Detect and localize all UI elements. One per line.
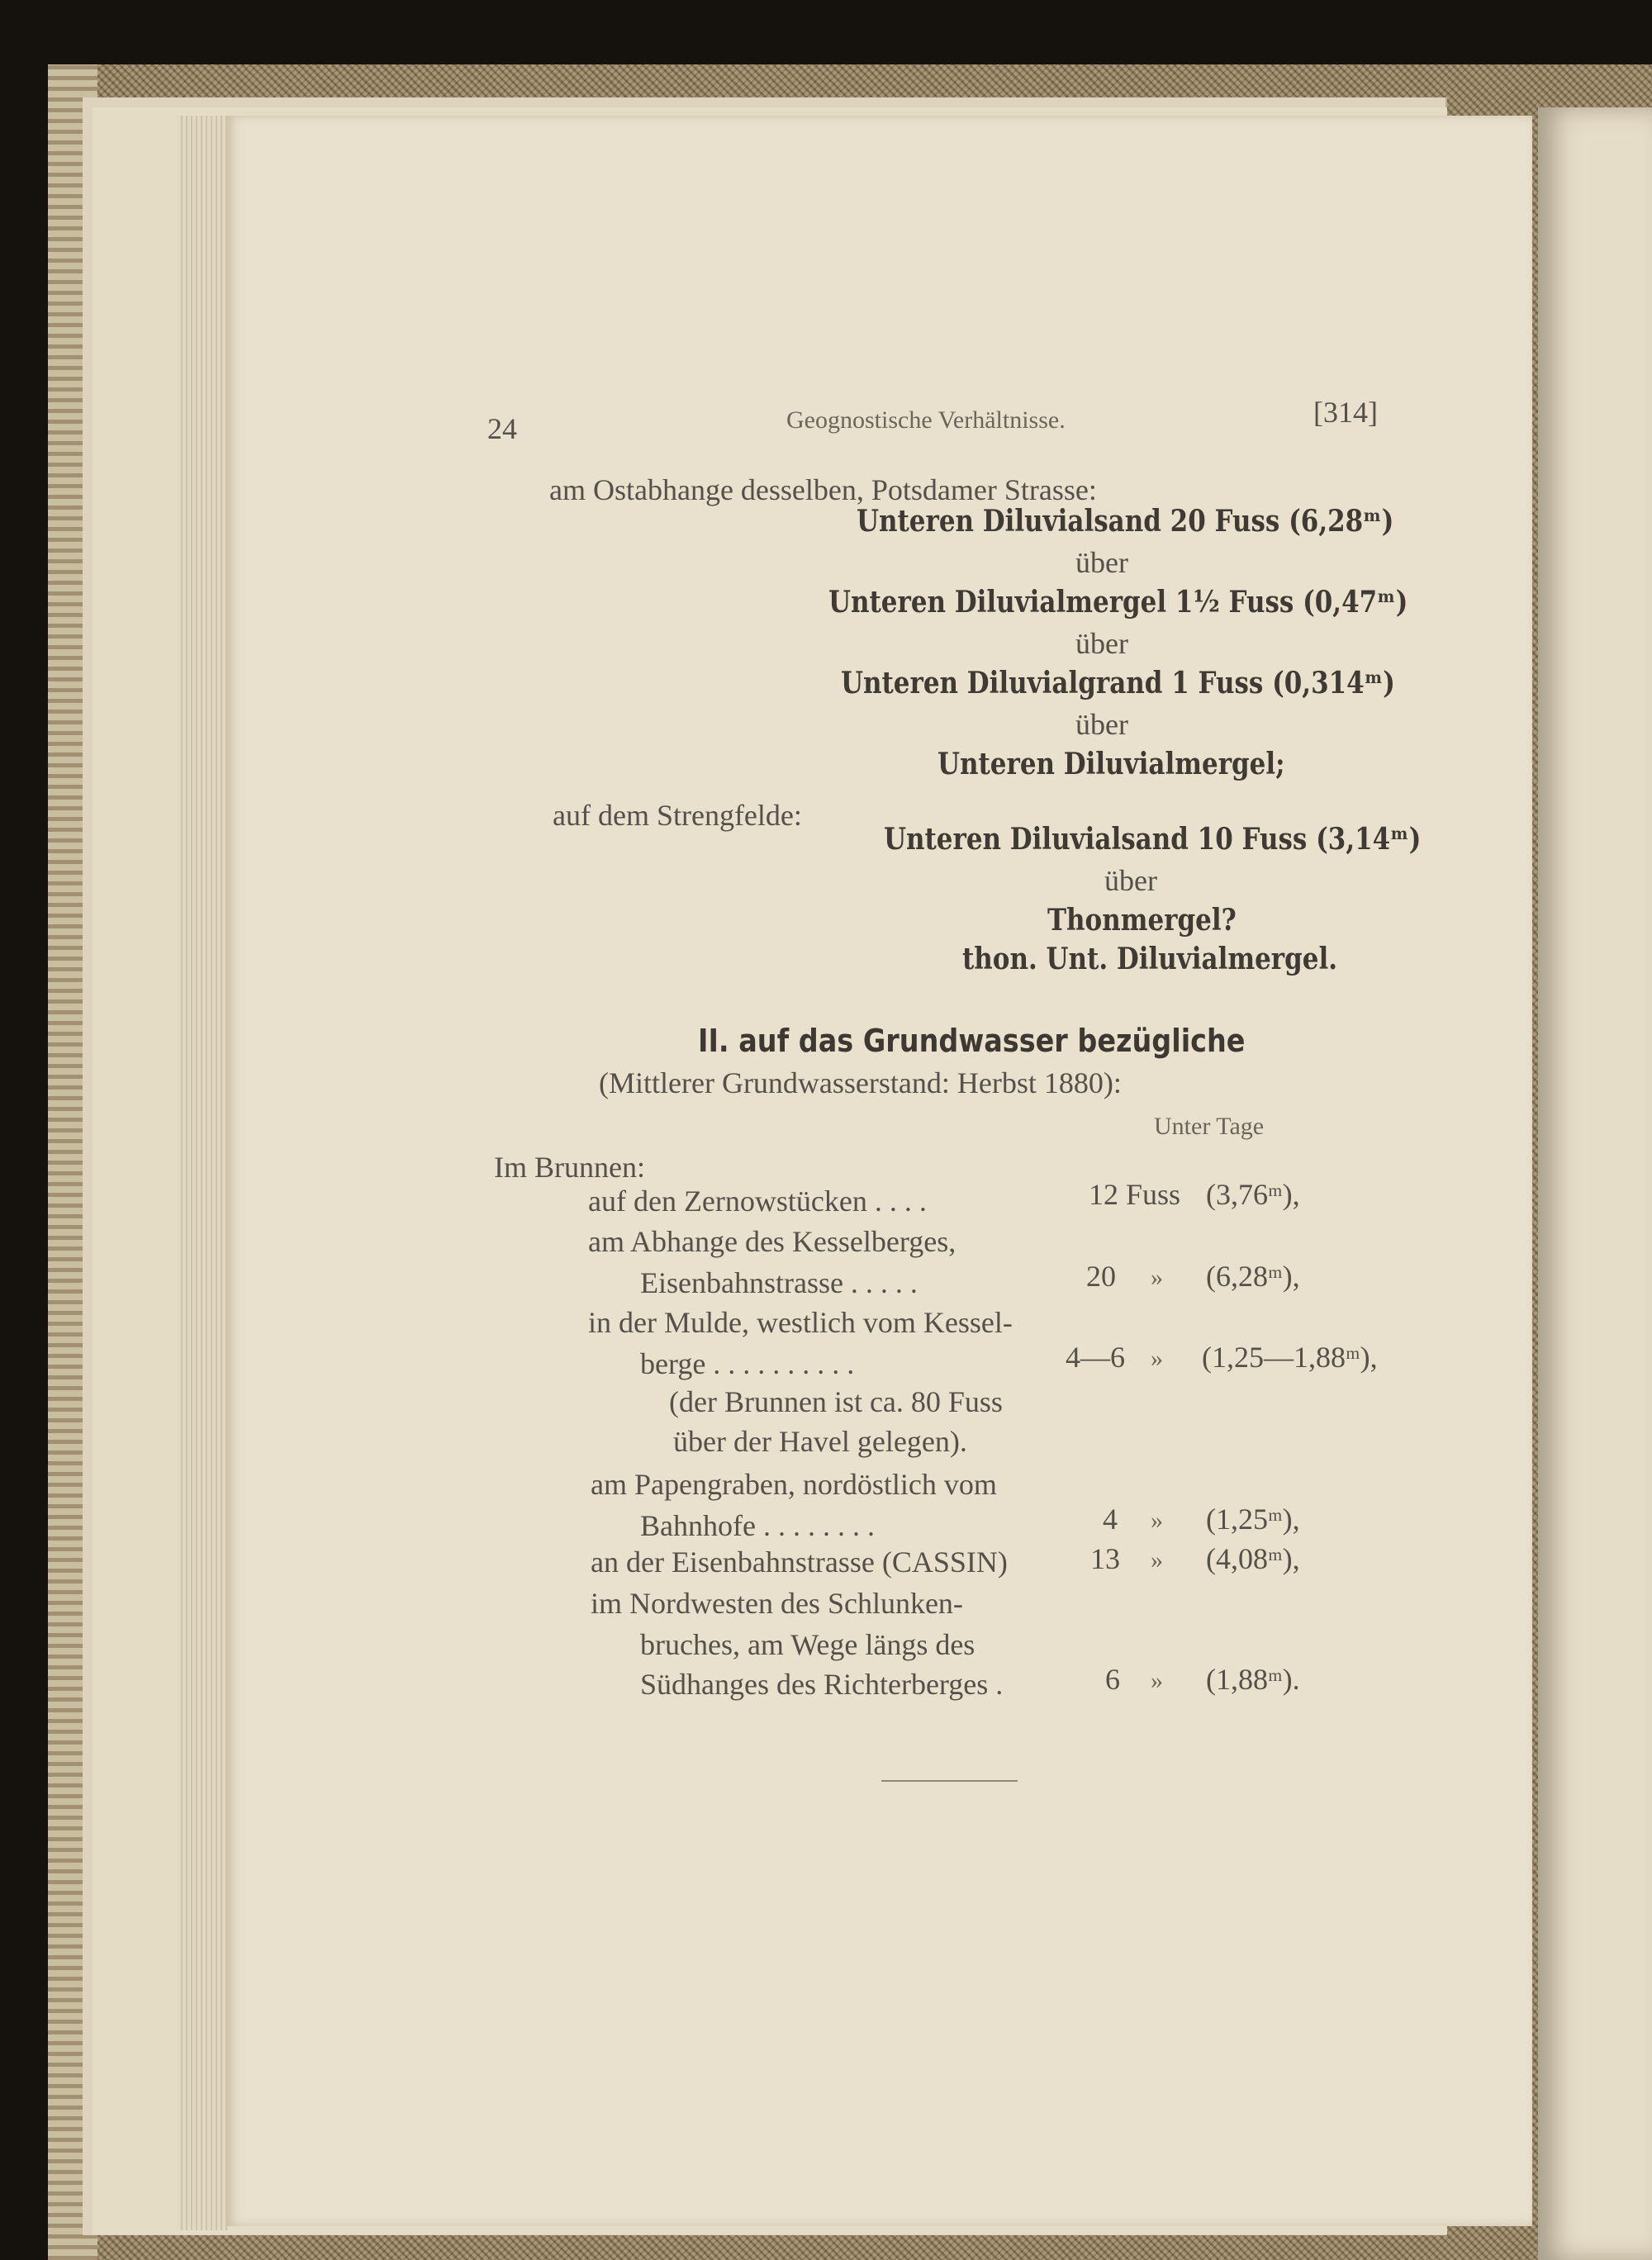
depth-value: 6 [1105,1663,1120,1696]
depth-metric: (3,76ᵐ), [1206,1178,1300,1211]
depth-value: 20 [1086,1260,1116,1293]
well-entry-text: bruches, am Wege längs des [640,1628,976,1661]
depth-value: 12 Fuss [1089,1178,1181,1211]
profile-layer: Unteren Diluvialmergel; [938,747,1285,781]
column-header: Unter Tage [1154,1113,1265,1140]
profile-layer: Unteren Diluvialsand 20 Fuss (6,28ᵐ) [857,504,1394,539]
profile-connector: über [1104,864,1157,897]
bracket-number: [314] [1313,396,1378,429]
depth-metric: (1,25—1,88ᵐ), [1202,1341,1378,1374]
section-heading: II. auf das Grundwasser bezügliche [698,1023,1246,1059]
profile-connector: über [1075,708,1128,741]
profile-connector: über [1075,546,1128,579]
ditto-mark: » [1151,1667,1163,1694]
well-entry-text: an der Eisenbahnstrasse (CASSIN) [591,1545,1008,1579]
well-entry-text: in der Mulde, westlich vom Kessel- [588,1306,1013,1339]
ditto-mark: » [1151,1507,1163,1534]
profile-layer: Unteren Diluvialmergel 1½ Fuss (0,47ᵐ) [828,585,1408,620]
page-edges [178,116,229,2230]
page-number: 24 [487,412,517,445]
depth-metric: (4,08ᵐ), [1206,1542,1300,1575]
facing-page [1538,107,1652,2260]
well-entry-note: (der Brunnen ist ca. 80 Fuss [669,1385,1003,1418]
intro-text: Im Brunnen: [494,1151,645,1184]
profile-connector: über [1075,627,1128,660]
well-entry-text: Eisenbahnstrasse . . . . . [640,1266,918,1299]
well-entry-text: Bahnhofe . . . . . . . . [640,1509,875,1542]
ditto-mark: » [1151,1345,1163,1372]
profile-layer: Unteren Diluvialgrand 1 Fuss (0,314ᵐ) [841,666,1395,700]
well-entry-text: berge . . . . . . . . . . [640,1347,855,1380]
depth-value: 4—6 [1066,1341,1125,1374]
well-entry-note: über der Havel gelegen). [673,1425,967,1458]
profile-layer: Unteren Diluvialsand 10 Fuss (3,14ᵐ) [884,822,1422,857]
text-line: am Ostabhange desselben, Potsdamer Strasse: [549,473,1097,506]
depth-value: 13 [1090,1542,1120,1575]
closing-rule [881,1780,1018,1782]
ditto-mark: » [1151,1264,1163,1291]
well-entry-text: auf den Zernowstücken . . . . [588,1185,927,1218]
well-entry-text: am Papengraben, nordöstlich vom [591,1468,997,1501]
well-entry-text: im Nordwesten des Schlunken- [591,1587,963,1620]
location-label: auf dem Strengfelde: [553,799,802,832]
section-subtitle: (Mittlerer Grundwasserstand: Herbst 1880): [599,1066,1122,1099]
ditto-mark: » [1151,1546,1163,1574]
profile-layer: Thonmergel? [1047,903,1237,938]
depth-metric: (6,28ᵐ), [1206,1260,1300,1293]
profile-layer: thon. Unt. Diluvialmergel. [962,942,1337,976]
depth-metric: (1,25ᵐ), [1206,1503,1300,1536]
well-entry-text: am Abhange des Kesselberges, [588,1225,957,1258]
depth-metric: (1,88ᵐ). [1206,1663,1300,1696]
depth-value: 4 [1103,1503,1118,1536]
well-entry-text: Südhanges des Richterberges . [640,1668,1004,1701]
running-title: Geognostische Verhältnisse. [786,406,1066,434]
